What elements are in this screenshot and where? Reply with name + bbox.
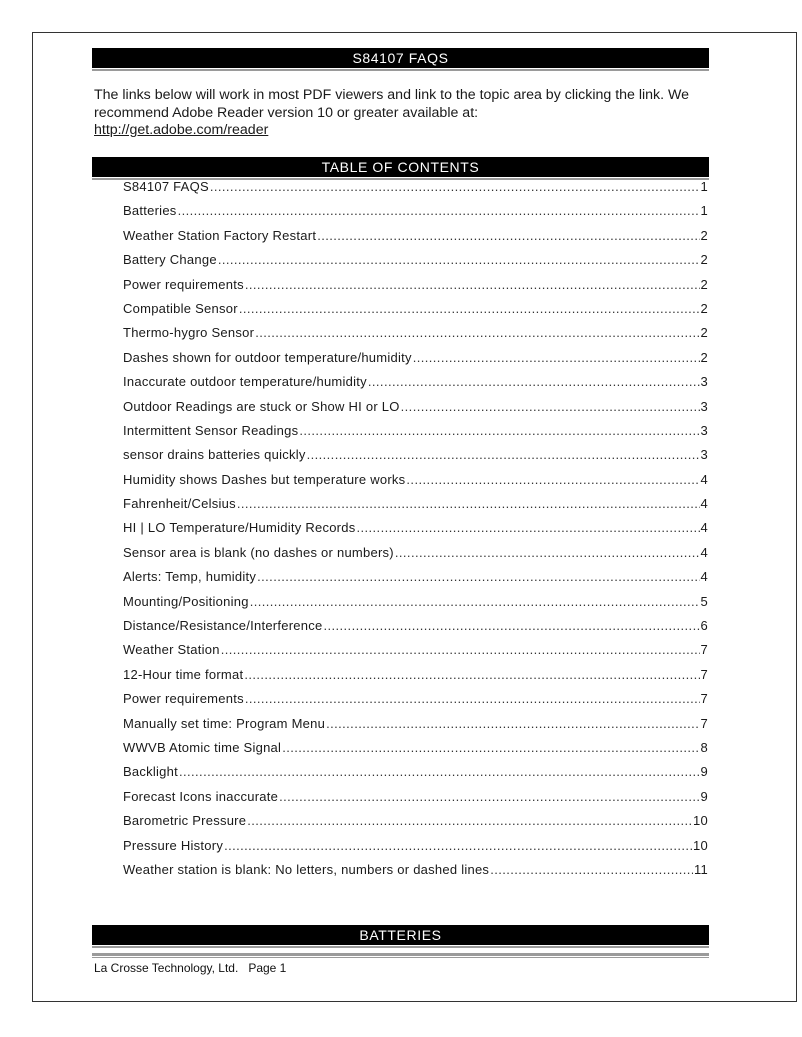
toc-entry[interactable] — [123, 228, 708, 252]
header-underline — [92, 69, 709, 71]
toc-entry-label: S84107 FAQS — [123, 179, 209, 194]
intro-text: The links below will work in most PDF viewers and link to the topic area by clicking the link. We recommend Adobe Reader version 10 or greater available at: — [94, 87, 690, 121]
adobe-reader-link[interactable]: http://get.adobe.com/reader — [94, 122, 269, 138]
toc-entry[interactable] — [123, 472, 708, 496]
header-title-bar — [92, 48, 709, 68]
toc-entry-label: HI | LO Temperature/Humidity Records — [123, 520, 356, 536]
toc-entry[interactable] — [123, 350, 708, 374]
toc-entry-page: 3 — [700, 374, 708, 390]
toc-entry-label: Alerts: Temp, humidity — [123, 569, 257, 585]
toc-entry-label: Inaccurate outdoor temperature/humidity — [123, 374, 367, 390]
section-title-bar — [92, 925, 709, 945]
toc-entry[interactable] — [123, 716, 708, 740]
toc-leader-dots — [247, 813, 692, 828]
toc-entry[interactable] — [123, 496, 708, 520]
toc-leader-dots — [179, 764, 700, 779]
toc-leader-dots — [406, 472, 699, 487]
toc-entry-label: Weather Station Factory Restart — [123, 227, 317, 243]
toc-entry[interactable] — [123, 691, 708, 715]
toc-entry[interactable] — [123, 764, 708, 788]
toc-entry-page: 2 — [700, 276, 708, 292]
toc-leader-dots — [218, 252, 700, 267]
section-title: BATTERIES — [359, 927, 442, 943]
toc-entry-page: 9 — [700, 788, 708, 804]
toc-leader-dots — [224, 838, 692, 853]
toc-entry[interactable] — [123, 399, 708, 423]
toc-entry-label: Pressure History — [123, 837, 224, 853]
toc-leader-dots — [401, 399, 700, 414]
toc-leader-dots — [413, 350, 700, 365]
toc-entry-page: 2 — [700, 349, 708, 365]
toc-entry[interactable] — [123, 838, 708, 862]
toc-entry-label: Humidity shows Dashes but temperature works — [123, 471, 406, 487]
toc-entry[interactable] — [123, 423, 708, 447]
footer-text: La Crosse Technology, Ltd. Page 1 — [94, 961, 287, 975]
toc-entry-page: 2 — [700, 227, 708, 243]
toc-entry-label: Weather station is blank: No letters, numbers or dashed lines — [123, 861, 490, 877]
toc-entry-page: 4 — [700, 544, 708, 560]
toc-leader-dots — [245, 277, 700, 292]
toc-entry[interactable] — [123, 813, 708, 837]
toc-entry-page: 4 — [700, 471, 708, 487]
toc-entry[interactable] — [123, 789, 708, 813]
toc-entry[interactable] — [123, 325, 708, 349]
toc-entry-label: sensor drains batteries quickly — [123, 447, 306, 463]
toc-leader-dots — [490, 862, 693, 877]
toc-entry-page: 7 — [700, 691, 708, 707]
toc-entry-page: 8 — [700, 739, 708, 755]
toc-entry-label: 12-Hour time format — [123, 666, 244, 682]
toc-leader-dots — [237, 496, 700, 511]
toc-leader-dots — [245, 691, 700, 706]
toc-entry-label: Sensor area is blank (no dashes or numbers) — [123, 544, 394, 560]
toc-entry[interactable] — [123, 203, 708, 227]
toc-entry-page: 5 — [700, 593, 708, 609]
footer-rule — [92, 953, 709, 956]
toc-entry-label: Manually set time: Program Menu — [123, 715, 326, 731]
toc-leader-dots — [244, 667, 699, 682]
toc-entry[interactable] — [123, 618, 708, 642]
toc-leader-dots — [250, 594, 700, 609]
toc-entry[interactable] — [123, 862, 708, 886]
toc-entry-label: Fahrenheit/Celsius — [123, 496, 236, 512]
toc-entry-label: Dashes shown for outdoor temperature/humidity — [123, 349, 412, 365]
toc-entry-label: Mounting/Positioning — [123, 593, 249, 609]
toc-entry[interactable] — [123, 545, 708, 569]
toc-entry-label: WWVB Atomic time Signal — [123, 739, 282, 755]
toc-entry-label: Power requirements — [123, 276, 244, 292]
toc-entry[interactable] — [123, 252, 708, 276]
toc-entry-label: Thermo-hygro Sensor — [123, 325, 255, 341]
footer-rule-thin — [92, 957, 709, 958]
toc-entry-page: 10 — [693, 813, 708, 829]
toc-entry[interactable] — [123, 374, 708, 398]
toc-entry-label: Forecast Icons inaccurate — [123, 788, 279, 804]
toc-entry-label: Distance/Resistance/Interference — [123, 618, 323, 634]
toc-entry-page: 1 — [700, 179, 708, 194]
toc-leader-dots — [210, 179, 700, 194]
toc-entry-label: Weather Station — [123, 642, 220, 658]
toc-entry-page: 3 — [700, 422, 708, 438]
toc-leader-dots — [221, 642, 700, 657]
toc-entry[interactable] — [123, 447, 708, 471]
toc-entry[interactable] — [123, 520, 708, 544]
toc-entry-page: 4 — [700, 520, 708, 536]
toc-leader-dots — [279, 789, 699, 804]
toc-entry[interactable] — [123, 740, 708, 764]
toc-entry-page: 7 — [700, 642, 708, 658]
toc-entry[interactable] — [123, 179, 708, 203]
toc-entry-label: Power requirements — [123, 691, 244, 707]
toc-entry-page: 2 — [700, 252, 708, 268]
toc-entry-label: Intermittent Sensor Readings — [123, 422, 299, 438]
toc-leader-dots — [357, 520, 700, 535]
toc-leader-dots — [255, 325, 699, 340]
toc-leader-dots — [257, 569, 699, 584]
toc-entry[interactable] — [123, 667, 708, 691]
toc-leader-dots — [307, 447, 700, 462]
toc-entry-page: 4 — [700, 569, 708, 585]
toc-entry[interactable] — [123, 301, 708, 325]
toc-entry-page: 7 — [700, 666, 708, 682]
toc-leader-dots — [395, 545, 700, 560]
toc-entry[interactable] — [123, 642, 708, 666]
toc-leader-dots — [239, 301, 700, 316]
toc-entry-label: Backlight — [123, 764, 178, 780]
section-underline — [92, 946, 709, 948]
toc-entry-page: 3 — [700, 398, 708, 414]
toc-entry[interactable] — [123, 569, 708, 593]
toc-entry-page: 2 — [700, 325, 708, 341]
toc-leader-dots — [282, 740, 699, 755]
header-title: S84107 FAQS — [352, 50, 449, 66]
toc-entry-page: 9 — [700, 764, 708, 780]
toc-entry[interactable] — [123, 277, 708, 301]
toc-title: TABLE OF CONTENTS — [321, 159, 480, 175]
toc-leader-dots — [299, 423, 699, 438]
toc-leader-dots — [368, 374, 700, 389]
toc-entry-label: Batteries — [123, 203, 177, 219]
toc-entry-page: 1 — [700, 203, 708, 219]
toc-entry-page: 6 — [700, 618, 708, 634]
toc-entry-page: 4 — [700, 496, 708, 512]
toc-leader-dots — [178, 203, 700, 218]
toc-entry-label: Barometric Pressure — [123, 813, 247, 829]
toc-entry-page: 11 — [694, 861, 708, 877]
toc-entry-page: 2 — [700, 300, 708, 316]
toc-leader-dots — [323, 618, 699, 633]
toc-entry-page: 10 — [693, 837, 708, 853]
toc-entry-label: Battery Change — [123, 252, 217, 268]
toc-entry[interactable] — [123, 594, 708, 618]
intro-paragraph — [94, 87, 709, 140]
toc-entry-label: Compatible Sensor — [123, 300, 238, 316]
toc-entry-label: Outdoor Readings are stuck or Show HI or LO — [123, 398, 400, 414]
toc-title-bar — [92, 157, 709, 177]
toc-leader-dots — [317, 228, 699, 243]
toc-entry-page: 3 — [700, 447, 708, 463]
table-of-contents — [123, 179, 708, 886]
toc-leader-dots — [326, 716, 699, 731]
toc-entry-page: 7 — [700, 715, 708, 731]
